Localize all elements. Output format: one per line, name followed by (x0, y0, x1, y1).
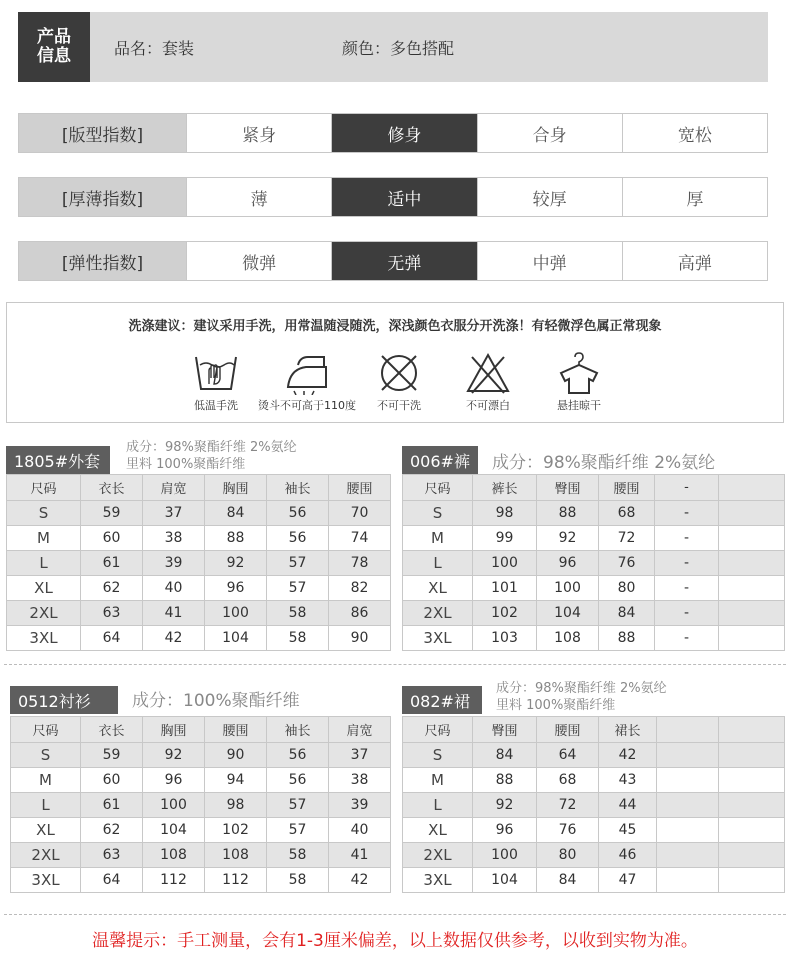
table-cell: 112 (143, 868, 205, 893)
table-row (403, 843, 785, 868)
table-cell: 78 (329, 551, 391, 576)
section-divider (4, 664, 786, 665)
table-row (11, 818, 391, 843)
table-cell (719, 793, 785, 818)
header-cell: 尺码 (11, 717, 81, 743)
table-row (403, 576, 785, 601)
size-cell: XL (11, 818, 81, 843)
table-cell (719, 818, 785, 843)
table-cell: 59 (81, 501, 143, 526)
header-cell: 肩宽 (143, 475, 205, 501)
no-bleach-caption: 不可漂白 (466, 399, 510, 412)
hand-wash-item (187, 351, 245, 413)
table-cell: - (655, 576, 719, 601)
elasticity-option-none: 无弹 (332, 242, 477, 280)
table-cell (719, 576, 785, 601)
header-cell: 裙长 (599, 717, 657, 743)
table-cell: 88 (473, 768, 537, 793)
table-cell: 57 (267, 551, 329, 576)
table-cell: 41 (143, 601, 205, 626)
table-row (11, 843, 391, 868)
header-cell: 腰围 (329, 475, 391, 501)
table-row (403, 501, 785, 526)
table-cell: - (655, 551, 719, 576)
table-cell: 68 (537, 768, 599, 793)
table-cell: 61 (81, 551, 143, 576)
jacket-composition: 成分：98%聚酯纤维 2%氨纶 (126, 440, 297, 455)
table-cell: 60 (81, 526, 143, 551)
size-cell: XL (403, 818, 473, 843)
header-cell (657, 717, 719, 743)
product-info-tag-line1: 产品 (37, 27, 71, 47)
size-cell: L (7, 551, 81, 576)
elasticity-option-slight: 微弹 (187, 242, 332, 280)
table-cell: 40 (329, 818, 391, 843)
header-cell: 臀围 (473, 717, 537, 743)
table-cell: 56 (267, 501, 329, 526)
table-cell (719, 626, 785, 651)
header-cell: 尺码 (7, 475, 81, 501)
table-cell: 98 (205, 793, 267, 818)
size-cell: M (403, 526, 473, 551)
table-row (11, 768, 391, 793)
table-cell: 84 (599, 601, 655, 626)
table-cell (657, 743, 719, 768)
table-cell: 76 (599, 551, 655, 576)
table-cell: 108 (537, 626, 599, 651)
table-cell: 100 (537, 576, 599, 601)
table-cell: 96 (537, 551, 599, 576)
table-cell: 84 (205, 501, 267, 526)
table-cell (657, 768, 719, 793)
table-cell: 39 (143, 551, 205, 576)
table-cell (719, 868, 785, 893)
measurement-tip: 温馨提示：手工测量，会有1-3厘米偏差，以上数据仅供参考，以收到实物为准。 (92, 931, 698, 951)
table-cell: 63 (81, 601, 143, 626)
table-cell: 102 (205, 818, 267, 843)
header-cell: 裤长 (473, 475, 537, 501)
product-info-band (18, 12, 768, 82)
pants-composition: 成分：98%聚酯纤维 2%氨纶 (492, 453, 716, 473)
table-cell: 100 (473, 843, 537, 868)
table-row (11, 793, 391, 818)
size-cell: 3XL (403, 868, 473, 893)
table-cell: 57 (267, 576, 329, 601)
table-cell: 62 (81, 818, 143, 843)
shirt-composition: 成分：100%聚酯纤维 (132, 691, 300, 711)
jacket-lining: 里料 100%聚酯纤维 (126, 457, 246, 472)
elasticity-option-medium: 中弹 (478, 242, 623, 280)
table-cell: 100 (205, 601, 267, 626)
shirt-size-table (10, 716, 391, 893)
jacket-badge: 1805#外套 (6, 446, 110, 474)
table-cell: 56 (267, 743, 329, 768)
no-dry-clean-caption: 不可干洗 (377, 399, 421, 412)
table-row (11, 868, 391, 893)
header-cell: 腰围 (537, 717, 599, 743)
table-cell: 38 (329, 768, 391, 793)
table-cell: 59 (81, 743, 143, 768)
table-cell: 37 (329, 743, 391, 768)
jacket-size-panel (6, 436, 390, 656)
table-cell (719, 843, 785, 868)
table-row (403, 868, 785, 893)
header-cell (719, 717, 785, 743)
no-bleach-icon (464, 351, 512, 395)
table-cell: 43 (599, 768, 657, 793)
table-cell (719, 501, 785, 526)
thickness-option-medium: 适中 (332, 178, 477, 216)
header-cell: 胸围 (205, 475, 267, 501)
table-cell: 58 (267, 626, 329, 651)
elasticity-index-label: [弹性指数] (19, 242, 187, 280)
header-cell: 腰围 (205, 717, 267, 743)
hand-wash-icon (192, 351, 240, 395)
table-cell: 58 (267, 843, 329, 868)
table-cell: 46 (599, 843, 657, 868)
header-cell: 腰围 (599, 475, 655, 501)
table-row (11, 743, 391, 768)
table-row (7, 626, 391, 651)
table-cell: 96 (205, 576, 267, 601)
table-row (403, 626, 785, 651)
size-cell: L (403, 551, 473, 576)
section-divider (4, 914, 786, 915)
thickness-option-thicker: 较厚 (478, 178, 623, 216)
table-cell: 112 (205, 868, 267, 893)
table-row (7, 526, 391, 551)
table-cell: 58 (267, 868, 329, 893)
table-cell: - (655, 601, 719, 626)
size-cell: L (11, 793, 81, 818)
table-cell: 92 (205, 551, 267, 576)
table-cell: 92 (537, 526, 599, 551)
table-cell: 64 (81, 626, 143, 651)
size-cell: XL (7, 576, 81, 601)
hang-dry-item (549, 351, 609, 413)
table-header-row (7, 475, 391, 501)
no-bleach-item (458, 351, 518, 413)
hang-dry-caption: 悬挂晾干 (557, 399, 601, 412)
table-cell: 40 (143, 576, 205, 601)
size-cell: 3XL (11, 868, 81, 893)
table-cell: 80 (599, 576, 655, 601)
table-row (403, 601, 785, 626)
table-cell: 63 (81, 843, 143, 868)
header-cell: 肩宽 (329, 717, 391, 743)
table-cell: - (655, 501, 719, 526)
fit-option-regular: 合身 (478, 114, 623, 152)
table-cell (719, 526, 785, 551)
product-name: 品名：套装 (114, 39, 195, 58)
table-cell: 44 (599, 793, 657, 818)
table-cell: 84 (473, 743, 537, 768)
table-cell (657, 793, 719, 818)
elasticity-index-row (18, 241, 768, 281)
table-cell: 104 (143, 818, 205, 843)
skirt-composition: 成分：98%聚酯纤维 2%氨纶 (496, 681, 667, 696)
table-cell: 80 (537, 843, 599, 868)
wash-instructions (6, 302, 784, 423)
skirt-badge: 082#裙 (402, 686, 482, 714)
table-row (7, 576, 391, 601)
table-row (7, 601, 391, 626)
table-cell: 60 (81, 768, 143, 793)
header-cell: 衣长 (81, 475, 143, 501)
size-cell: M (11, 768, 81, 793)
table-cell: 100 (473, 551, 537, 576)
table-cell: 98 (473, 501, 537, 526)
size-cell: S (403, 743, 473, 768)
table-cell: 103 (473, 626, 537, 651)
table-cell (657, 868, 719, 893)
size-cell: 3XL (403, 626, 473, 651)
table-cell: 68 (599, 501, 655, 526)
size-cell: S (11, 743, 81, 768)
table-row (403, 818, 785, 843)
table-cell: 58 (267, 601, 329, 626)
header-cell (719, 475, 785, 501)
table-cell: 57 (267, 793, 329, 818)
size-cell: XL (403, 576, 473, 601)
table-cell: 88 (537, 501, 599, 526)
table-row (403, 743, 785, 768)
no-dry-clean-icon (377, 351, 421, 395)
table-cell: 100 (143, 793, 205, 818)
skirt-lining: 里料 100%聚酯纤维 (496, 698, 616, 713)
fit-index-row (18, 113, 768, 153)
table-header-row (403, 717, 785, 743)
table-cell (719, 551, 785, 576)
table-cell: 74 (329, 526, 391, 551)
iron-caption: 烫斗不可高于110度 (258, 399, 356, 412)
table-cell (719, 743, 785, 768)
size-cell: 2XL (7, 601, 81, 626)
table-row (403, 793, 785, 818)
table-cell (657, 843, 719, 868)
table-cell: 61 (81, 793, 143, 818)
fit-option-loose: 宽松 (623, 114, 767, 152)
table-cell: 47 (599, 868, 657, 893)
pants-size-table (402, 474, 785, 651)
hang-dry-icon (555, 351, 603, 395)
table-cell: 62 (81, 576, 143, 601)
no-dry-clean-item (369, 351, 429, 413)
pants-badge: 006#裤 (402, 446, 478, 474)
size-cell: S (7, 501, 81, 526)
size-cell: 2XL (403, 601, 473, 626)
table-cell: 64 (81, 868, 143, 893)
table-cell: 88 (599, 626, 655, 651)
table-cell: 57 (267, 818, 329, 843)
fit-index-label: [版型指数] (19, 114, 187, 152)
size-cell: S (403, 501, 473, 526)
table-cell: 104 (537, 601, 599, 626)
table-cell (719, 768, 785, 793)
table-cell: 108 (205, 843, 267, 868)
header-cell: 袖长 (267, 717, 329, 743)
table-cell: 92 (473, 793, 537, 818)
table-cell: 42 (599, 743, 657, 768)
skirt-size-panel (402, 676, 784, 896)
table-row (403, 768, 785, 793)
table-cell: 56 (267, 768, 329, 793)
size-cell: 2XL (11, 843, 81, 868)
table-row (403, 551, 785, 576)
table-cell: 56 (267, 526, 329, 551)
table-cell: 108 (143, 843, 205, 868)
table-cell: 42 (143, 626, 205, 651)
jacket-size-table (6, 474, 391, 651)
table-cell: 64 (537, 743, 599, 768)
header-cell: - (655, 475, 719, 501)
header-cell: 胸围 (143, 717, 205, 743)
table-cell: 86 (329, 601, 391, 626)
table-cell: 37 (143, 501, 205, 526)
table-cell: 38 (143, 526, 205, 551)
thickness-option-thin: 薄 (187, 178, 332, 216)
product-info-tag-line2: 信息 (37, 46, 71, 66)
skirt-size-table (402, 716, 785, 893)
table-cell: 104 (473, 868, 537, 893)
thickness-option-thick: 厚 (623, 178, 767, 216)
table-cell: 99 (473, 526, 537, 551)
table-cell: 39 (329, 793, 391, 818)
table-cell: 70 (329, 501, 391, 526)
iron-icon (282, 351, 332, 395)
table-cell: 101 (473, 576, 537, 601)
fit-option-slim: 修身 (332, 114, 477, 152)
size-cell: 3XL (7, 626, 81, 651)
table-cell (719, 601, 785, 626)
pants-size-panel (402, 436, 784, 656)
table-cell: - (655, 626, 719, 651)
table-cell: 90 (329, 626, 391, 651)
table-cell: 96 (473, 818, 537, 843)
table-cell: 76 (537, 818, 599, 843)
table-cell: 92 (143, 743, 205, 768)
table-row (7, 501, 391, 526)
table-cell: 42 (329, 868, 391, 893)
shirt-size-panel (10, 676, 390, 896)
thickness-index-label: [厚薄指数] (19, 178, 187, 216)
size-cell: 2XL (403, 843, 473, 868)
table-cell: 72 (599, 526, 655, 551)
wash-title: 洗涤建议：建议采用手洗，用常温随浸随洗，深浅颜色衣服分开洗涤！有轻微浮色属正常现象 (128, 319, 662, 334)
table-cell (657, 818, 719, 843)
table-cell: 102 (473, 601, 537, 626)
iron-item (247, 351, 367, 413)
header-cell: 尺码 (403, 475, 473, 501)
table-row (403, 526, 785, 551)
header-cell: 尺码 (403, 717, 473, 743)
table-cell: 84 (537, 868, 599, 893)
table-header-row (403, 475, 785, 501)
table-cell: 41 (329, 843, 391, 868)
shirt-badge: 0512衬衫 (10, 686, 118, 714)
fit-option-tight: 紧身 (187, 114, 332, 152)
product-color: 颜色：多色搭配 (342, 39, 455, 58)
hand-wash-caption: 低温手洗 (194, 399, 238, 412)
header-cell: 臀围 (537, 475, 599, 501)
elasticity-option-high: 高弹 (623, 242, 767, 280)
header-cell: 衣长 (81, 717, 143, 743)
table-cell: 72 (537, 793, 599, 818)
thickness-index-row (18, 177, 768, 217)
table-cell: - (655, 526, 719, 551)
size-cell: M (403, 768, 473, 793)
table-header-row (11, 717, 391, 743)
table-cell: 88 (205, 526, 267, 551)
table-cell: 82 (329, 576, 391, 601)
table-cell: 90 (205, 743, 267, 768)
size-cell: L (403, 793, 473, 818)
table-cell: 104 (205, 626, 267, 651)
size-cell: M (7, 526, 81, 551)
table-cell: 94 (205, 768, 267, 793)
table-cell: 96 (143, 768, 205, 793)
table-cell: 45 (599, 818, 657, 843)
product-info-tag (18, 12, 90, 82)
table-row (7, 551, 391, 576)
header-cell: 袖长 (267, 475, 329, 501)
